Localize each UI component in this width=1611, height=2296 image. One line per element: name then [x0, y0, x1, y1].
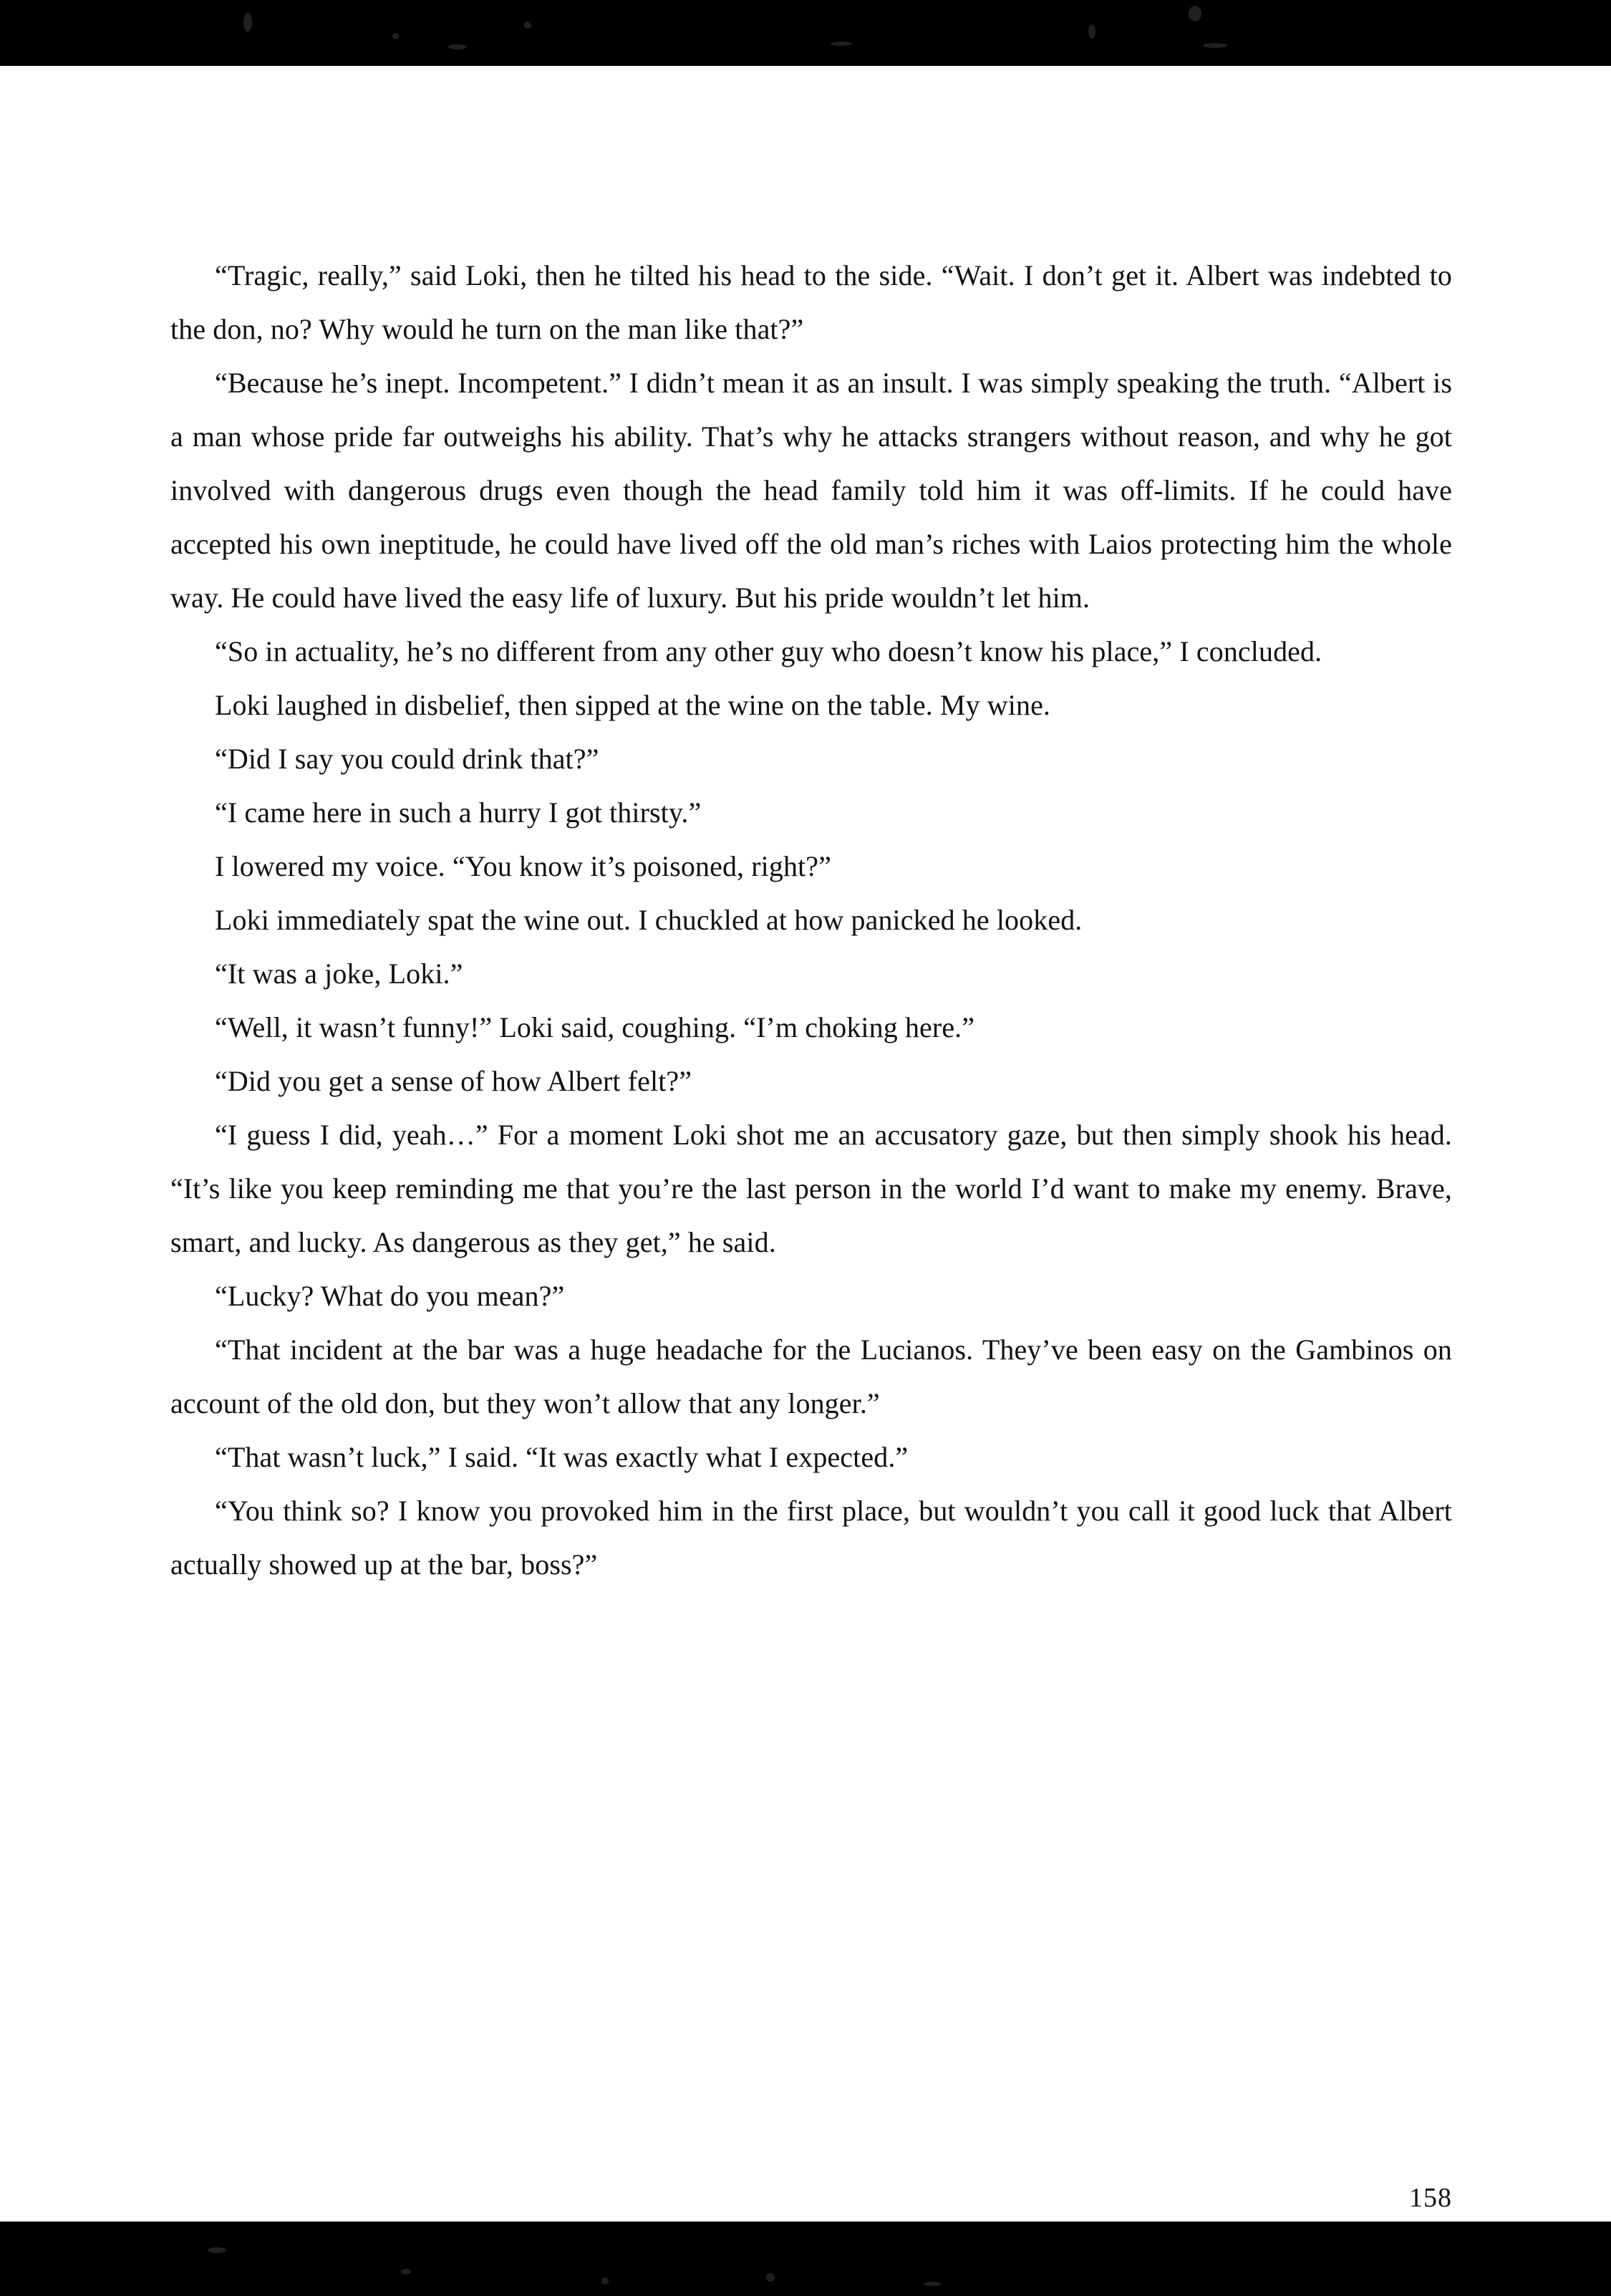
paragraph: “You think so? I know you provoked him in the first place, but wouldn’t you call it good luck that Albert actually showed up at the bar, boss?”: [170, 1495, 1452, 1581]
scan-speckle: [601, 2277, 609, 2285]
paragraph: “Because he’s inept. Incompetent.” I didn’t mean it as an insult. I was simply speaking the truth. “Albert is a man whose pride far outweighs his ability. That’s why he attacks strangers without reason, and why he got involved with dangerous drugs even though the head family told him it was off-limits. If he could have accepted his own ineptitude, he could have lived off the old man’s riches with Laios protecting him the whole way. He could have lived the easy life of luxury. But his pride wouldn’t let him.: [170, 367, 1452, 614]
body-text-column: [170, 249, 1452, 1591]
scan-speckle: [208, 2247, 226, 2253]
paragraph: “Did you get a sense of how Albert felt?”: [215, 1065, 692, 1097]
scan-speckle: [924, 2282, 941, 2286]
page-number: 158: [1409, 2183, 1452, 2213]
scan-speckle: [831, 42, 852, 46]
scan-speckle: [524, 21, 531, 29]
paragraph: I lowered my voice. “You know it’s poisoned, right?”: [215, 850, 832, 882]
paragraph: Loki immediately spat the wine out. I chuckled at how panicked he looked.: [215, 904, 1083, 936]
paragraph: “I guess I did, yeah…” For a moment Loki shot me an accusatory gaze, but then simply shook his head. “It’s like you keep reminding me that you’re the last person in the world I’d want to make my enemy. Brave, smart, and lucky. As dangerous as they get,” he said.: [170, 1119, 1452, 1258]
scan-speckle: [448, 44, 467, 49]
scan-speckle: [1203, 43, 1227, 48]
scan-speckle: [243, 13, 252, 32]
paragraph: “Tragic, really,” said Loki, then he tilted his head to the side. “Wait. I don’t get it. Albert was indebted to the don, no? Why would he turn on the man like that?”: [170, 259, 1452, 345]
paragraph: “That wasn’t luck,” I said. “It was exactly what I expected.”: [215, 1441, 909, 1473]
page-surface: [0, 66, 1611, 2222]
scan-top-border: [0, 0, 1611, 66]
scan-speckle: [1088, 24, 1095, 39]
paragraph: “Lucky? What do you mean?”: [215, 1280, 565, 1312]
paragraph: “That incident at the bar was a huge headache for the Lucianos. They’ve been easy on the Gambinos on account of the old don, but they won’t allow that any longer.”: [170, 1333, 1452, 1419]
scan-bottom-border: [0, 2222, 1611, 2296]
scan-speckle: [392, 33, 399, 39]
paragraph: “I came here in such a hurry I got thirsty.”: [215, 796, 702, 829]
paragraph: “Did I say you could drink that?”: [215, 743, 599, 775]
scan-speckle: [1189, 6, 1201, 21]
scan-speckle: [401, 2269, 411, 2275]
paragraph: “Well, it wasn’t funny!” Loki said, coughing. “I’m choking here.”: [215, 1011, 975, 1043]
scan-speckle: [766, 2273, 775, 2282]
paragraph: “So in actuality, he’s no different from any other guy who doesn’t know his place,” I concluded.: [215, 635, 1322, 667]
paragraph: “It was a joke, Loki.”: [215, 958, 463, 990]
paragraph: Loki laughed in disbelief, then sipped at the wine on the table. My wine.: [215, 689, 1051, 721]
